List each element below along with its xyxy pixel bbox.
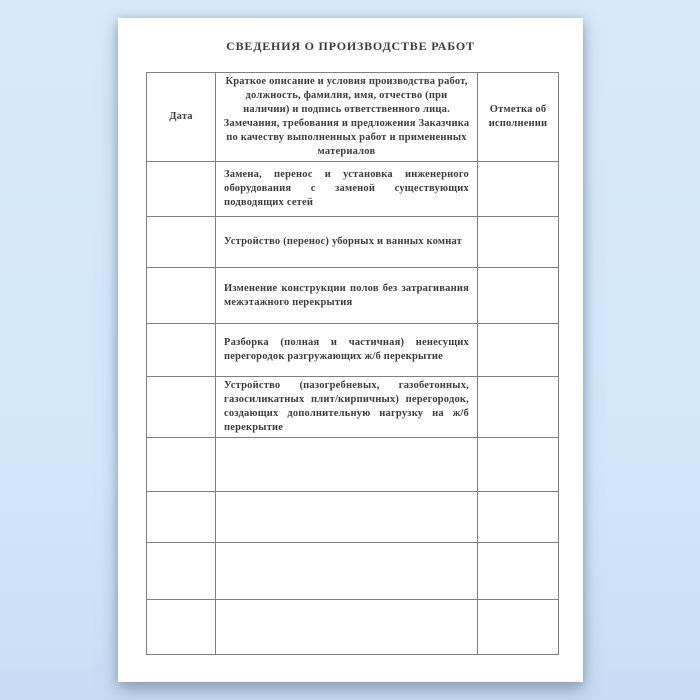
date-cell: [147, 268, 216, 324]
date-cell: [147, 492, 216, 543]
date-cell: [147, 324, 216, 377]
table-row: [147, 324, 559, 377]
column-header-description: Краткое описание и условия производства работ, должность, фамилия, имя, отчество (при наличии) и подпись ответственного лица. Замечания, требования и предложения Заказчика по качеству выполненных работ и примененных материалов: [216, 73, 478, 162]
document-page: [118, 18, 583, 682]
description-cell: Устройство (пазогребневых, газобетонных, газосиликатных плит/кирпичных) перегородок, создающих дополнительную нагрузку на ж/б перекрытие: [216, 377, 478, 438]
table-row: [147, 268, 559, 324]
document-title: СВЕДЕНИЯ О ПРОИЗВОДСТВЕ РАБОТ: [226, 39, 475, 53]
description-cell: Устройство (перенос) уборных и ванных комнат: [216, 217, 478, 268]
works-table: [146, 72, 559, 655]
description-cell: [216, 492, 478, 543]
table-row: [147, 492, 559, 543]
date-cell: [147, 543, 216, 600]
description-cell: [216, 600, 478, 655]
description-cell: Изменение конструкции полов без затрагивания межэтажного перекрытия: [216, 268, 478, 324]
mark-cell: [478, 492, 559, 543]
date-cell: [147, 438, 216, 492]
date-cell: [147, 600, 216, 655]
mark-cell: [478, 377, 559, 438]
mark-cell: [478, 438, 559, 492]
table-row: [147, 543, 559, 600]
mark-cell: [478, 217, 559, 268]
date-cell: [147, 217, 216, 268]
table-row: [147, 600, 559, 655]
date-cell: [147, 377, 216, 438]
description-cell: Замена, перенос и установка инженерного оборудования с заменой существующих подводящих сетей: [216, 162, 478, 217]
mark-cell: [478, 600, 559, 655]
table-row: [147, 438, 559, 492]
table-row: [147, 377, 559, 438]
column-header-date: Дата: [147, 73, 216, 162]
date-cell: [147, 162, 216, 217]
mark-cell: [478, 162, 559, 217]
description-cell: [216, 438, 478, 492]
table-row: [147, 162, 559, 217]
table-header-row: [147, 73, 559, 162]
column-header-mark: Отметка об исполнении: [478, 73, 559, 162]
mark-cell: [478, 324, 559, 377]
description-cell: Разборка (полная и частичная) ненесущих перегородок разгружающих ж/б перекрытие: [216, 324, 478, 377]
table-row: [147, 217, 559, 268]
description-cell: [216, 543, 478, 600]
mark-cell: [478, 543, 559, 600]
mark-cell: [478, 268, 559, 324]
